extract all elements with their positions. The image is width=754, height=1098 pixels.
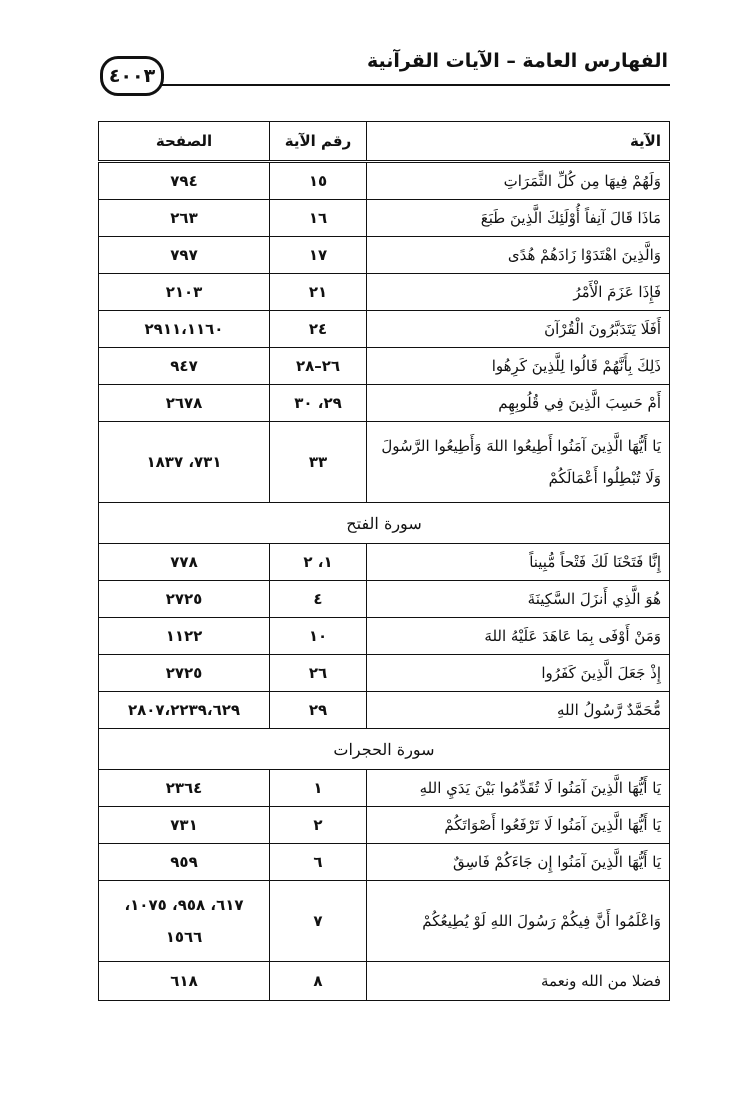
verse-number: ٢٦–٢٨: [270, 348, 367, 385]
verse-text: يَا أَيُّهَا الَّذِينَ آمَنُوا إِن جَاءَكُمْ فَاسِقٌ: [367, 844, 670, 881]
verse-text: أَفَلَا يَتَدَبَّرُونَ الْقُرْآنَ: [367, 311, 670, 348]
verse-text: وَمَنْ أَوْفَى بِمَا عَاهَدَ عَلَيْهُ اللهَ: [367, 618, 670, 655]
verse-text: ذَلِكَ بِأَنَّهُمْ قَالُوا لِلَّذِينَ كَرِهُوا: [367, 348, 670, 385]
verse-text: يَا أَيُّهَا الَّذِينَ آمَنُوا لَا تَرْفَعُوا أَصْوَاتَكُمْ: [367, 807, 670, 844]
table-row: [99, 311, 670, 348]
verse-number: ٢٩، ٣٠: [270, 385, 367, 422]
table-row: [99, 844, 670, 881]
verse-line-1: وَاعْلَمُوا أَنَّ فِيكُمْ رَسُولَ اللهِ لَوْ يُطِيعُكُمْ: [422, 912, 661, 930]
page-reference: ٩٥٩: [99, 844, 270, 881]
page-reference: ٧٣١: [99, 807, 270, 844]
table-row: [99, 200, 670, 237]
column-header-verse: الآية: [367, 122, 670, 162]
verse-text: فضلا من الله ونعمة: [367, 962, 670, 1001]
verse-number: ٢٦: [270, 655, 367, 692]
table-row: [99, 618, 670, 655]
verse-number: ٤: [270, 581, 367, 618]
verse-number: ١٠: [270, 618, 367, 655]
table-row: [99, 655, 670, 692]
verse-number: ٢١: [270, 274, 367, 311]
verse-number: ١٥: [270, 162, 367, 200]
surah-title: سورة الفتح: [99, 503, 670, 544]
verse-text: [367, 881, 670, 962]
verse-text: مُّحَمَّدٌ رَّسُولُ اللهِ: [367, 692, 670, 729]
verse-text: يَا أَيُّهَا الَّذِينَ آمَنُوا لَا تُقَدِّمُوا بَيْنَ يَدَيِ اللهِ: [367, 770, 670, 807]
page-reference: ٧٩٤: [99, 162, 270, 200]
table-row: [99, 422, 670, 503]
table-body: [99, 162, 670, 1001]
verse-number: ٧: [270, 881, 367, 962]
verse-text: إِذْ جَعَلَ الَّذِينَ كَفَرُوا: [367, 655, 670, 692]
page-reference: ١١٢٢: [99, 618, 270, 655]
page-title: الفهارس العامة – الآيات القرآنية: [367, 50, 668, 72]
page-reference: ٢٩١١،١١٦٠: [99, 311, 270, 348]
verse-text: فَإِذَا عَزَمَ الْأَمْرُ: [367, 274, 670, 311]
verse-line-2: وَلَا تُبْطِلُوا أَعْمَالَكُمْ: [548, 469, 661, 487]
page-reference: ٧٩٧: [99, 237, 270, 274]
column-header-page: الصفحة: [99, 122, 270, 162]
verse-number: ٢٤: [270, 311, 367, 348]
table-row: [99, 162, 670, 200]
table-row: [99, 770, 670, 807]
verse-number: ١، ٢: [270, 544, 367, 581]
table-row: [99, 807, 670, 844]
page-reference: ٩٤٧: [99, 348, 270, 385]
column-header-verse-number: رقم الآية: [270, 122, 367, 162]
verse-text: إِنَّا فَتَحْنَا لَكَ فَتْحاً مُّبِيناً: [367, 544, 670, 581]
page-reference: ٢٧٢٥: [99, 581, 270, 618]
verse-line-1: يَا أَيُّهَا الَّذِينَ آمَنُوا أَطِيعُوا اللهَ وَأَطِيعُوا الرَّسُولَ: [381, 437, 661, 455]
page-number: ٤٠٠٣: [100, 56, 164, 96]
verse-text: هُوَ الَّذِي أَنزَلَ السَّكِينَةَ: [367, 581, 670, 618]
verse-text: أَمْ حَسِبَ الَّذِينَ فِي قُلُوبِهِم: [367, 385, 670, 422]
page-reference: ٢١٠٣: [99, 274, 270, 311]
verse-number: ٢٩: [270, 692, 367, 729]
header-rule: [156, 84, 670, 86]
verse-text: مَاذَا قَالَ آنِفاً أُوْلَئِكَ الَّذِينَ طَبَعَ: [367, 200, 670, 237]
table-row: [99, 274, 670, 311]
page-reference: ٢٦٧٨: [99, 385, 270, 422]
table-row: [99, 881, 670, 962]
verse-number: ١٦: [270, 200, 367, 237]
verse-text: وَالَّذِينَ اهْتَدَوْا زَادَهُمْ هُدًى: [367, 237, 670, 274]
page-header: [98, 46, 670, 98]
surah-heading-row: [99, 729, 670, 770]
page-reference: ٧٧٨: [99, 544, 270, 581]
table-row: [99, 544, 670, 581]
page-reference: ٢٦٣: [99, 200, 270, 237]
verse-number: ١٧: [270, 237, 367, 274]
surah-heading-row: [99, 503, 670, 544]
page-reference: ٧٣١، ١٨٣٧: [99, 422, 270, 503]
verse-number: ٦: [270, 844, 367, 881]
page-reference: ٢٨٠٧،٢٢٣٩،٦٢٩: [99, 692, 270, 729]
table-row: [99, 385, 670, 422]
page-reference: ٦١٧، ٩٥٨، ١٠٧٥، ١٥٦٦: [99, 881, 270, 962]
verse-number: ١: [270, 770, 367, 807]
table-row: [99, 962, 670, 1001]
table-row: [99, 237, 670, 274]
verse-text: [367, 422, 670, 503]
table-row: [99, 348, 670, 385]
table-row: [99, 581, 670, 618]
verse-number: ٢: [270, 807, 367, 844]
verse-text: وَلَهُمْ فِيهَا مِن كُلِّ الثَّمَرَاتِ: [367, 162, 670, 200]
page-reference: ٦١٨: [99, 962, 270, 1001]
surah-title: سورة الحجرات: [99, 729, 670, 770]
page-reference: ٢٧٢٥: [99, 655, 270, 692]
table-header-row: [99, 122, 670, 162]
table-row: [99, 692, 670, 729]
verse-index-table: [98, 121, 670, 1001]
page-reference: ٢٣٦٤: [99, 770, 270, 807]
verse-number: ٣٣: [270, 422, 367, 503]
verse-number: ٨: [270, 962, 367, 1001]
